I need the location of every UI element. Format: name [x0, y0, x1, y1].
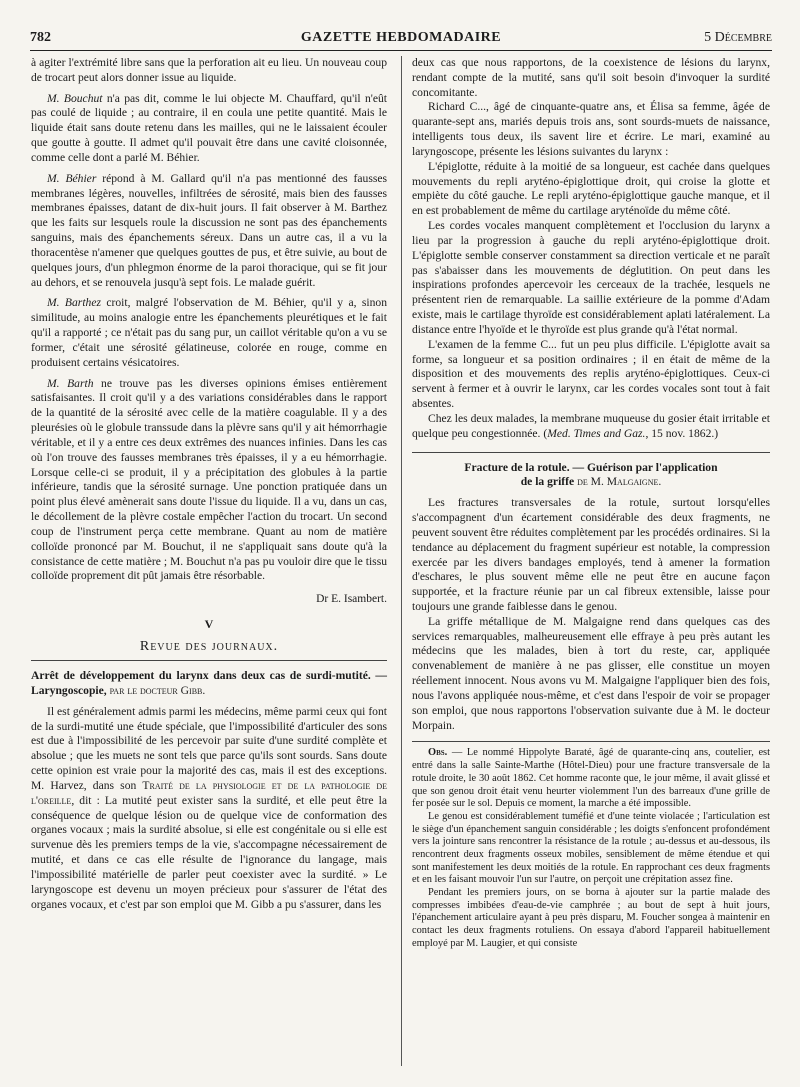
divider	[412, 452, 770, 453]
paragraph	[31, 377, 387, 585]
paragraph-text: croit, malgré l'observation de M. Béhier, qu'il y a, sinon similitude, au moins analogie entre les épanchements pleurétiques et le fait qu'il a rapporté ; ce n'était pas du sang pur, un caillot véritable qu'on a vu se former, c'était une sérosité gélatineuse, colorée en rouge, comme en produisent certains vésicatoires.	[31, 296, 387, 369]
paragraph: Les fractures transversales de la rotule, surtout lorsqu'elles s'accompagnent d'un écartement considérable des deux fragments, ne peuvent souvent être réduites complètement par les procédés ordinaires. Si la tendance au déplacement du fragment supérieur est notable, la compression exercée par les divers bandages employés, tend à amener la formation d'eschares, le plus souvent même elle ne peut être en aucune façon supportée, et la fracture réunie par un cal fibreux extensible, laisse pour toujours une grande faiblesse dans le genou.	[412, 496, 770, 613]
article-author: de M. Malgaigne.	[574, 475, 662, 489]
paragraph	[31, 705, 387, 913]
citation: Med. Times and Gaz.	[547, 426, 646, 440]
issue-date: 5 Décembre	[704, 30, 772, 45]
paragraph-text: Chez les deux malades, la membrane muqueuse du gosier était irritable et quelque peu congestionnée. (	[412, 411, 770, 440]
speaker-name: M. Béhier	[47, 171, 97, 185]
paragraph: Les cordes vocales manquent complètement et l'occlusion du larynx a lieu par la progression à gauche du repli aryténo-épiglottique droit. L'épiglotte semble conserver constamment sa direction verticale et ne paraît pas s'abaisser dans les mouvements de déglutition. On peut dans les inspirations profondes apercevoir les cerceaux de la trachée, lesquels ne présentent rien de remarquable. La saillie extérieure de la pomme d'Adam existe, mais le cartilage thyroïde est considérablement aplati latéralement. La distance entre l'hyoïde et le thyroïde est plus grande qu'à l'état normal.	[412, 219, 770, 336]
paragraph	[31, 172, 387, 291]
author-signature: Dr E. Isambert.	[316, 593, 387, 606]
page-header	[30, 28, 772, 51]
left-column	[31, 56, 387, 912]
article-headline	[412, 461, 770, 491]
speaker-name: M. Barth	[47, 376, 94, 390]
divider	[412, 741, 770, 742]
paragraph-text: , dit : La mutité peut exister sans la surdité, et elle peut être la conséquence de quelque lésion ou de quelque vice de conformation des organes vocaux ; mais la surdité absolue, si elle est congénitale ou si elle est survenue dès les premiers temps de la vie, s'accompagne nécessairement de mutité, et dans ce cas elle résulte de l'ignorance du langage, mais l'impossibilité matérielle de parler peut coexister avec la surdité. » Le laryngoscope est devenu un moyen précieux pour s'assurer de l'état des organes vocaux, et c'est par son emploi que M. Gibb a pu s'assurer, dans les	[31, 793, 387, 911]
paragraph: Richard C..., âgé de cinquante-quatre ans, et Élisa sa femme, âgée de quarante-sept ans, mariés depuis trois ans, sont sourds-muets de naissance, intelligents tous deux, ils savent lire et écrire. Le mari, examiné au laryngoscope, présente les lésions suivantes du larynx :	[412, 100, 770, 158]
paragraph: à agiter l'extrémité libre sans que la perforation ait eu lieu. Un nouveau coup de trocart peut alors donner issue au liquide.	[31, 56, 387, 84]
observation-paragraph: Le genou est considérablement tuméfié et d'une teinte violacée ; l'articulation est le siège d'un épanchement sanguin considérable ; les doigts s'enfoncent profondément vers la jointure sans rencontrer la résistance de la rotule ; au-dessus et au-dessous, ils rencontrent deux fragments osseux mobiles, sensiblement de même étendue et qui sont manifestement les deux moitiés de la rotule. En rapprochant ces deux fragments et en les faisant mouvoir l'un sur l'autre, on perçoit une crépitation assez fine.	[412, 810, 770, 886]
paragraph-text: ne trouve pas les diverses opinions émises entièrement satisfaisantes. Il croit qu'il y a des variations considérables dans le rapport de la quantité de la sérosité avec celle de la matière coagulable. Il y a des pleurésies où le globule transsude dans la plèvre sans qu'il y ait hémorrhagie véritable, et il y a entre ces deux extrêmes des nuances infinies. Dans les cas où l'on trouve des fausses membranes très épaisses, il y a eu hémorrhagie. Lorsque celle-ci se produit, il y a précipitation des globules à la partie inférieure, tandis que la sérosité surnage. Une ponction pratiquée dans un point plus élevé amènerait sans doute l'issue du liquide. Il a vu, dans un cas, le décollement de la plèvre costale empêcher l'action du trocart. Un second coup de l'instrument perça cette membrane. Quant au nom de matière colloïde prononcé par M. Bouchut, il ne s'appliquait sans doute qu'à la consistance de cette matière ; M. Bouchut n'a pas pu vouloir dire que le tissu colloïde proprement dit pût jamais être résorbable.	[31, 376, 387, 583]
paragraph-text: répond à M. Gallard qu'il n'a pas mentionné des fausses membranes légères, nouvelles, infiltrées de sérosité, mais bien des fausses membranes épaisses, datant de dix-huit jours. Il fait observer à M. Barthez que les faits sur lesquels roule la discussion ne sont pas des épanchements sanguins, mais des épanchements séreux. Dans un autre cas, il a vu la thoracentèse n'amener que quelques gouttes de pus, et être suivie, au bout de quelques jours, d'un phlegmon énorme de la paroi thoracique, qui se fit jour au dehors, et se renouvela jusqu'à sept fois. Le malade guérit.	[31, 171, 388, 289]
paragraph-text: — Le nommé Hippolyte Baraté, âgé de quarante-cinq ans, coutelier, est entré dans la salle Sainte-Marthe (Hôtel-Dieu) pour une fracture transversale de la rotule droite, le 30 août 1862. Cet homme raconte que, le jour même, il avait glissé et que son genou droit était venu heurter violemment l'un des barreaux d'une grille de fer posée sur le sol. Depuis ce moment, la marche a été impossible.	[412, 747, 770, 810]
headline-text: de la griffe	[520, 475, 575, 489]
paragraph: La griffe métallique de M. Malgaigne rend dans quelques cas des services remarquables, malheureusement elle effraye à peu près autant les médecins que les malades, bien à tort du reste, car, appliquée convenablement de manière à ne pas glisser, elle constitue un moyen réellement innocent. Nous avons vu M. Malgaigne l'appliquer bien des fois, nous l'avons appliquée nous-même, et c'est dans l'espoir de voir se propager son emploi, que nous rapportons l'observation suivante due à M. le docteur Morpain.	[412, 614, 770, 732]
page-number: 782	[30, 30, 51, 45]
article-headline	[31, 669, 387, 699]
journal-title: GAZETTE HEBDOMADAIRE	[300, 30, 502, 45]
observation-paragraph	[412, 747, 770, 810]
paragraph	[412, 412, 770, 442]
paragraph: L'épiglotte, réduite à la moitié de sa longueur, est cachée dans quelques mouvements du repli aryténo-épiglottique droit, qui croise la glotte et empiète du côté gauche. Le repli aryténo-épiglottique gauche manque, et il en est probablement de même du cartilage aryténoïde du même côté.	[412, 159, 770, 218]
observation-paragraph: Pendant les premiers jours, on se borna à ajouter sur la partie malade des compresses imbibées d'eau-de-vie camphrée ; au bout de sept à huit jours, l'épanchement articulaire ayant à peu près disparu, M. Foucher songea à maintenir en contact les deux fragments rotuliens. On essaya d'abord l'appareil habituellement employé par M. Laugier, et qui consiste	[412, 887, 770, 949]
observation-label: Obs.	[428, 747, 448, 759]
paragraph	[31, 92, 387, 166]
column-divider	[401, 56, 402, 1066]
headline-text: Arrêt de développement du larynx dans deux cas de surdi-mutité. — Laryngoscopie,	[31, 669, 387, 697]
paragraph: deux cas que nous rapportons, de la coexistence de lésions du larynx, rendant compte de la mutité, sans qu'il soit besoin d'invoquer la surdité concomitante.	[412, 56, 770, 99]
paragraph-text: n'a pas dit, comme le lui objecte M. Chauffard, qu'il n'eût pas coulé de liquide ; au contraire, il en coula une petite quantité. Mais le liquide était sans doute retenu dans les mailles, qui ne le laissaient écouler que goutte à goutte. Il admet qu'il pouvait être dans une cavité cloisonnée, comme celle dont a parlé M. Béhier.	[31, 91, 388, 164]
speaker-name: M. Barthez	[47, 296, 101, 310]
section-number: V	[204, 616, 214, 631]
paragraph-text: Il est généralement admis parmi les médecins, même parmi ceux qui font de la surdi-mutité une étude spéciale, que l'impossibilité d'articuler des sons est due à l'impossibilité de les percevoir par suite d'une surdité complète et absolue ; que les muets ne sont tels que parce qu'ils sont sourds. Sans doute cette opinion est vraie pour la majorité des cas, mais il est des exceptions. M. Harvez, dans son	[31, 704, 387, 792]
right-column	[412, 56, 770, 950]
paragraph	[31, 296, 387, 370]
speaker-name: M. Bouchut	[47, 91, 103, 105]
paragraph: L'examen de la femme C... fut un peu plus difficile. L'épiglotte avait sa forme, sa longueur et sa position ordinaires ; il en était de même de la disposition et des mouvements des replis aryténo-épiglottiques. Ceux-ci servent à fermer et à ouvrir le larynx, car les cordes vocales sont tout à fait absentes.	[412, 337, 770, 411]
book-title: Traité de la physiologie et de la pathologie de l'oreille	[31, 778, 387, 807]
headline-text: Fracture de la rotule. — Guérison par l'application	[464, 460, 718, 474]
article-author: par le docteur Gibb.	[106, 683, 206, 697]
section-title: Revue des journaux.	[31, 638, 387, 661]
paragraph-text: , 15 nov. 1862.)	[645, 426, 719, 440]
